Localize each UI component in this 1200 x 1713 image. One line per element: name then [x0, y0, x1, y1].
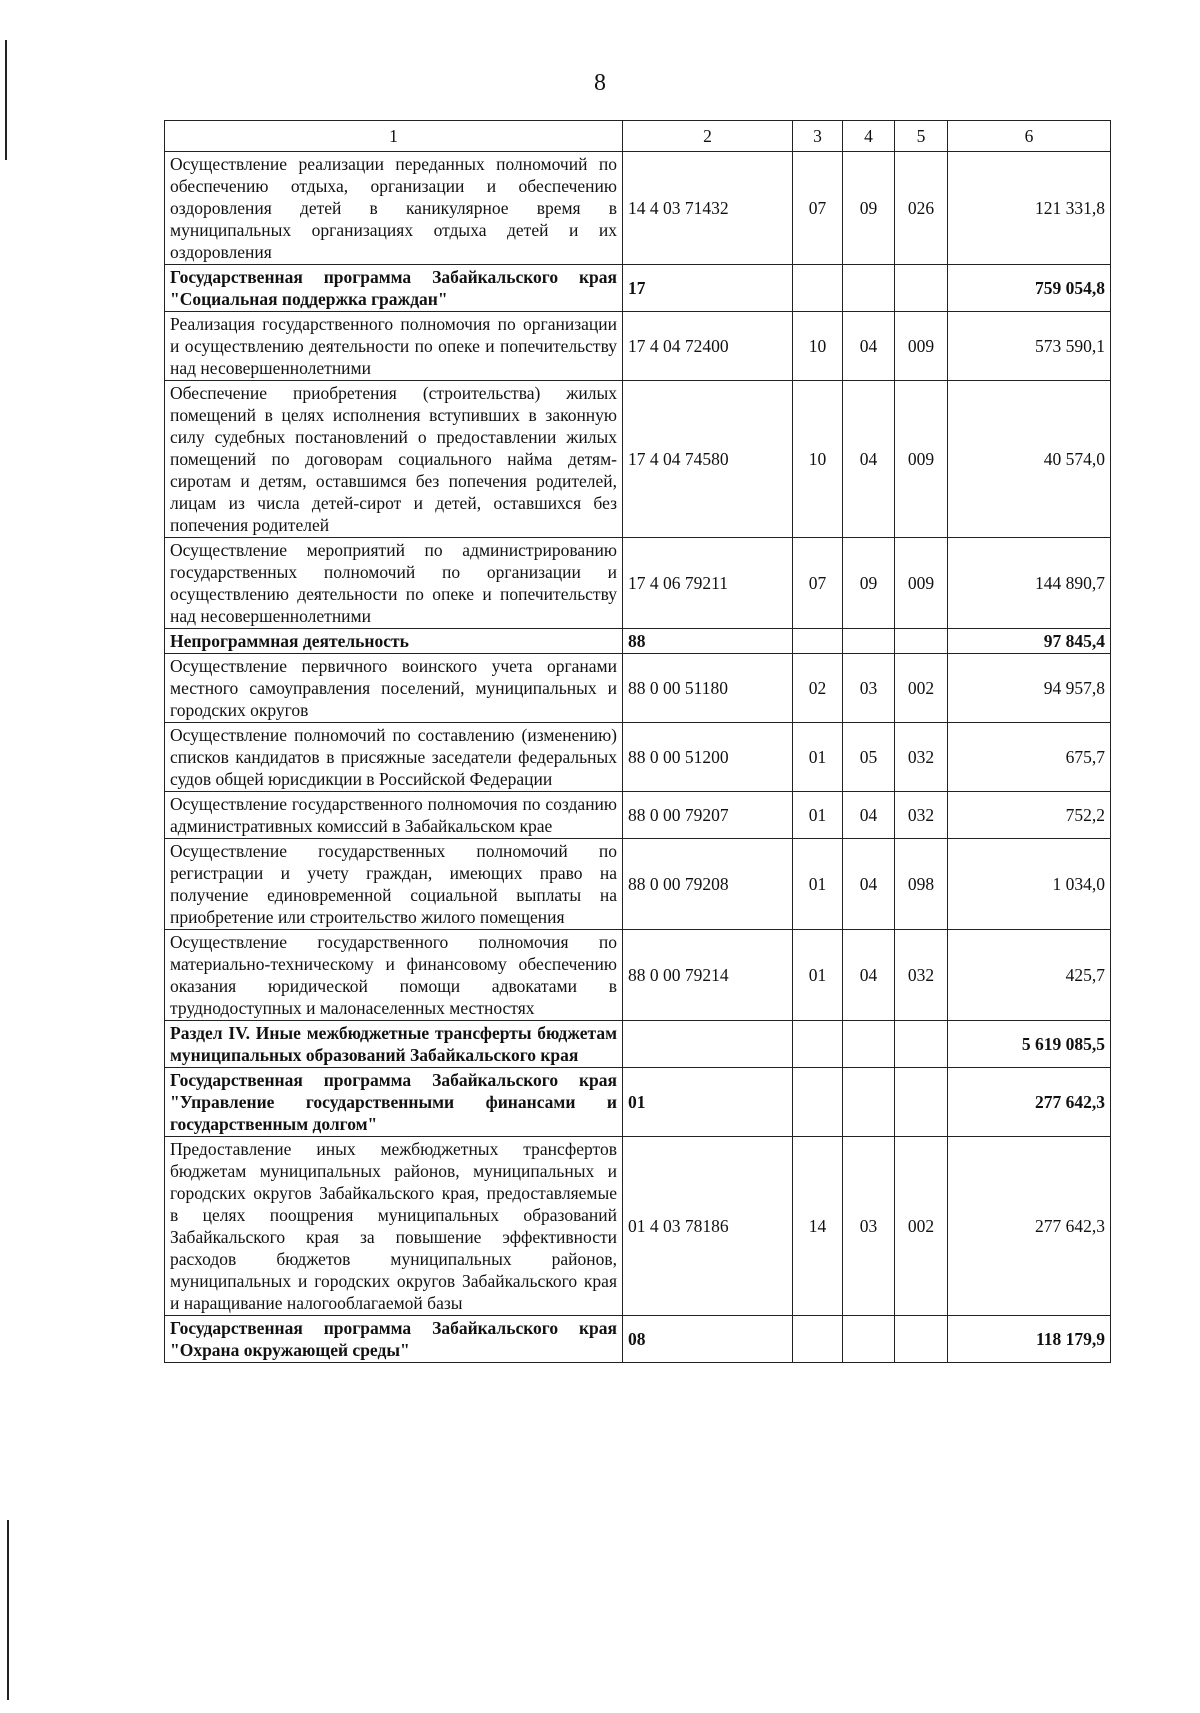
row-amount-cell: 97 845,4 [948, 629, 1111, 654]
row-name-cell: Предоставление иных межбюджетных трансфертов бюджетам муниципальных районов, муниципальных и городских округов Забайкальского края, предоставляемые в целях поощрения муниципальных образований Забайкальского края за повышение эффективности расходов бюджетов муниципальных районов, муниципальных и городских округов Забайкальского края и наращивание налогооблагаемой базы [165, 1137, 623, 1316]
table-row [165, 538, 1111, 629]
row-section-cell: 01 [793, 723, 843, 792]
row-amount-cell: 5 619 085,5 [948, 1021, 1111, 1068]
table-row [165, 654, 1111, 723]
row-subsection-cell: 09 [843, 538, 895, 629]
row-code-cell: 88 [623, 629, 793, 654]
page-number: 8 [594, 70, 606, 96]
row-section-cell [793, 629, 843, 654]
table-header-row [165, 121, 1111, 152]
row-section-cell: 01 [793, 839, 843, 930]
row-subsection-cell: 09 [843, 152, 895, 265]
row-code-cell: 88 0 00 51200 [623, 723, 793, 792]
row-code-cell: 88 0 00 79208 [623, 839, 793, 930]
row-code-cell: 88 0 00 51180 [623, 654, 793, 723]
row-name-cell: Государственная программа Забайкальского края "Социальная поддержка граждан" [165, 265, 623, 312]
row-name-cell: Непрограммная деятельность [165, 629, 623, 654]
row-recipient-cell: 026 [895, 152, 948, 265]
row-recipient-cell: 032 [895, 723, 948, 792]
row-code-cell: 88 0 00 79214 [623, 930, 793, 1021]
row-name-cell: Обеспечение приобретения (строительства) жилых помещений в целях исполнения вступивших в законную силу судебных постановлений о предоставлении жилых помещений по договорам социального найма детям-сиротам и детям, оставшимся без попечения родителей, лицам из числа детей-сирот и детей, оставшихся без попечения родителей [165, 381, 623, 538]
row-name-cell: Осуществление государственных полномочий по регистрации и учету граждан, имеющих право на получение единовременной социальной выплаты на приобретение или строительство жилого помещения [165, 839, 623, 930]
row-amount-cell: 675,7 [948, 723, 1111, 792]
table-row [165, 629, 1111, 654]
column-header: 5 [895, 121, 948, 152]
table-row [165, 723, 1111, 792]
row-amount-cell: 40 574,0 [948, 381, 1111, 538]
row-recipient-cell [895, 265, 948, 312]
scan-edge-line [5, 40, 7, 160]
row-amount-cell: 118 179,9 [948, 1316, 1111, 1363]
row-amount-cell: 1 034,0 [948, 839, 1111, 930]
budget-table [164, 120, 1111, 1363]
row-code-cell [623, 1021, 793, 1068]
row-subsection-cell: 03 [843, 654, 895, 723]
row-recipient-cell: 032 [895, 930, 948, 1021]
row-recipient-cell: 002 [895, 654, 948, 723]
row-subsection-cell: 03 [843, 1137, 895, 1316]
row-subsection-cell: 05 [843, 723, 895, 792]
row-recipient-cell [895, 629, 948, 654]
row-section-cell: 01 [793, 930, 843, 1021]
row-code-cell: 01 4 03 78186 [623, 1137, 793, 1316]
row-name-cell: Осуществление мероприятий по администрированию государственных полномочий по организации и осуществлению деятельности по опеке и попечительству над несовершеннолетними [165, 538, 623, 629]
row-section-cell: 02 [793, 654, 843, 723]
row-name-cell: Осуществление государственного полномочия по материально-техническому и финансовому обеспечению оказания юридической помощи адвокатами в труднодоступных и малонаселенных местностях [165, 930, 623, 1021]
row-amount-cell: 94 957,8 [948, 654, 1111, 723]
row-recipient-cell: 032 [895, 792, 948, 839]
row-name-cell: Осуществление полномочий по составлению (изменению) списков кандидатов в присяжные заседатели федеральных судов общей юрисдикции в Российской Федерации [165, 723, 623, 792]
row-name-cell: Осуществление первичного воинского учета органами местного самоуправления поселений, муниципальных и городских округов [165, 654, 623, 723]
row-code-cell: 17 4 06 79211 [623, 538, 793, 629]
row-amount-cell: 759 054,8 [948, 265, 1111, 312]
row-subsection-cell [843, 265, 895, 312]
row-subsection-cell [843, 1068, 895, 1137]
column-header: 6 [948, 121, 1111, 152]
row-section-cell [793, 1021, 843, 1068]
table-row [165, 839, 1111, 930]
row-code-cell: 17 [623, 265, 793, 312]
row-subsection-cell [843, 629, 895, 654]
table-row [165, 312, 1111, 381]
row-amount-cell: 425,7 [948, 930, 1111, 1021]
row-section-cell: 07 [793, 538, 843, 629]
row-name-cell: Осуществление реализации переданных полномочий по обеспечению отдыха, организации и обеспечению оздоровления детей в каникулярное время в муниципальных организациях отдыха детей и их оздоровления [165, 152, 623, 265]
row-code-cell: 08 [623, 1316, 793, 1363]
row-amount-cell: 121 331,8 [948, 152, 1111, 265]
table-row [165, 1316, 1111, 1363]
row-amount-cell: 277 642,3 [948, 1137, 1111, 1316]
row-section-cell: 14 [793, 1137, 843, 1316]
row-amount-cell: 277 642,3 [948, 1068, 1111, 1137]
row-subsection-cell: 04 [843, 312, 895, 381]
row-recipient-cell: 098 [895, 839, 948, 930]
table-row [165, 1137, 1111, 1316]
row-section-cell: 10 [793, 381, 843, 538]
row-code-cell: 01 [623, 1068, 793, 1137]
row-subsection-cell [843, 1021, 895, 1068]
row-section-cell: 10 [793, 312, 843, 381]
row-name-cell: Реализация государственного полномочия по организации и осуществлению деятельности по опеке и попечительству над несовершеннолетними [165, 312, 623, 381]
row-code-cell: 17 4 04 72400 [623, 312, 793, 381]
row-recipient-cell: 002 [895, 1137, 948, 1316]
table-row [165, 792, 1111, 839]
row-recipient-cell [895, 1021, 948, 1068]
row-recipient-cell: 009 [895, 538, 948, 629]
column-header: 2 [623, 121, 793, 152]
column-header: 1 [165, 121, 623, 152]
table-row [165, 152, 1111, 265]
row-subsection-cell [843, 1316, 895, 1363]
column-header: 4 [843, 121, 895, 152]
row-name-cell: Осуществление государственного полномочия по созданию административных комиссий в Забайкальском крае [165, 792, 623, 839]
row-section-cell: 01 [793, 792, 843, 839]
table-row [165, 265, 1111, 312]
row-recipient-cell: 009 [895, 381, 948, 538]
table-row [165, 930, 1111, 1021]
row-subsection-cell: 04 [843, 930, 895, 1021]
row-section-cell [793, 1068, 843, 1137]
row-amount-cell: 573 590,1 [948, 312, 1111, 381]
row-name-cell: Государственная программа Забайкальского края "Охрана окружающей среды" [165, 1316, 623, 1363]
column-header: 3 [793, 121, 843, 152]
row-amount-cell: 144 890,7 [948, 538, 1111, 629]
table-row [165, 381, 1111, 538]
row-recipient-cell: 009 [895, 312, 948, 381]
row-code-cell: 14 4 03 71432 [623, 152, 793, 265]
row-subsection-cell: 04 [843, 839, 895, 930]
row-code-cell: 17 4 04 74580 [623, 381, 793, 538]
row-section-cell: 07 [793, 152, 843, 265]
row-recipient-cell [895, 1068, 948, 1137]
row-subsection-cell: 04 [843, 792, 895, 839]
row-section-cell [793, 265, 843, 312]
row-code-cell: 88 0 00 79207 [623, 792, 793, 839]
row-name-cell: Государственная программа Забайкальского края "Управление государственными финансами и государственным долгом" [165, 1068, 623, 1137]
row-amount-cell: 752,2 [948, 792, 1111, 839]
row-subsection-cell: 04 [843, 381, 895, 538]
table-row [165, 1021, 1111, 1068]
table-row [165, 1068, 1111, 1137]
row-section-cell [793, 1316, 843, 1363]
row-name-cell: Раздел IV. Иные межбюджетные трансферты бюджетам муниципальных образований Забайкальского края [165, 1021, 623, 1068]
row-recipient-cell [895, 1316, 948, 1363]
scan-edge-line [7, 1520, 9, 1700]
